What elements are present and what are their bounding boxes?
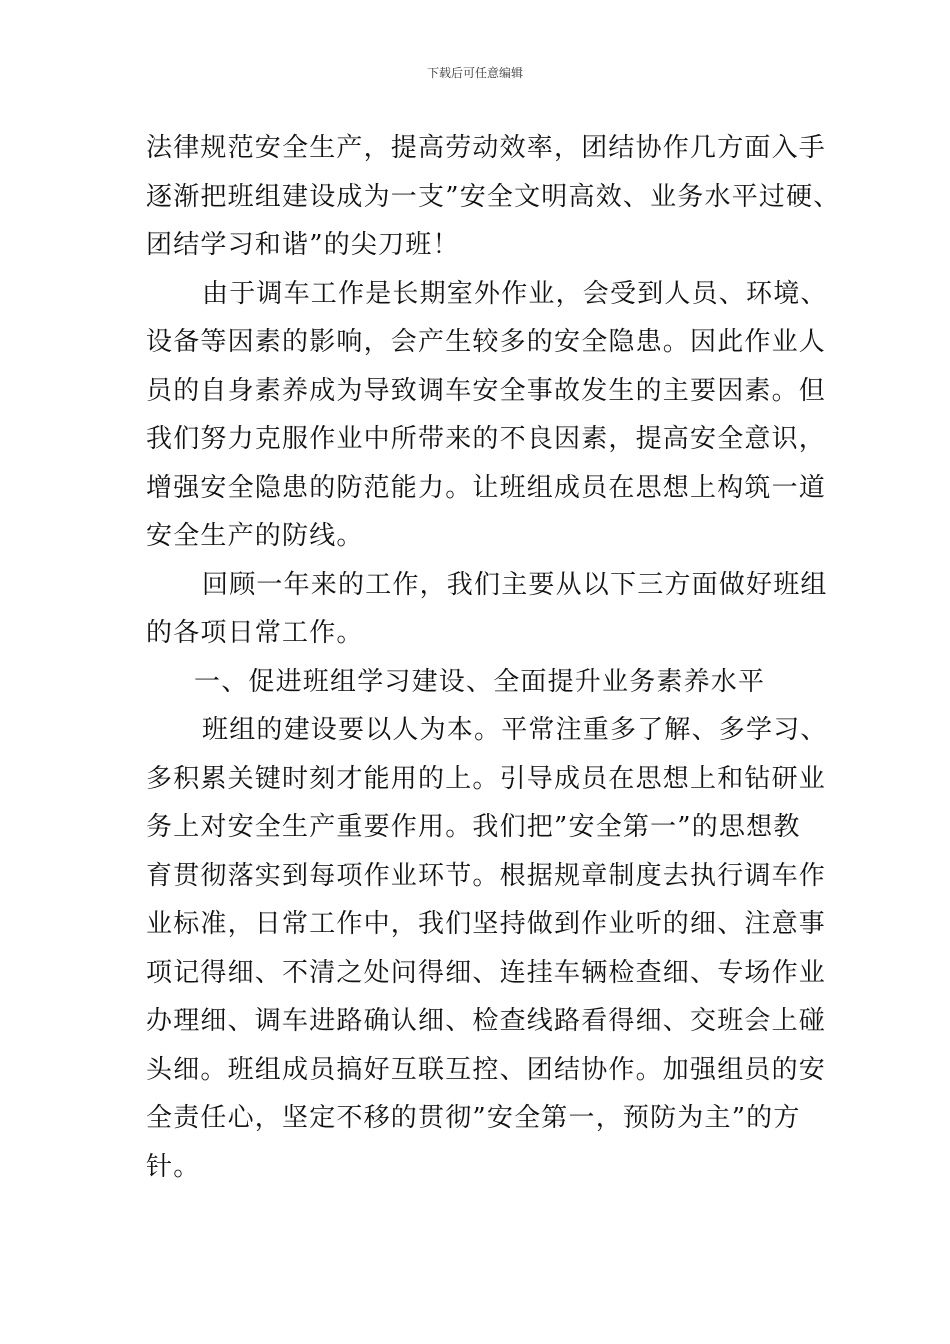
text-line: 办理细、调车进路确认细、检查线路看得细、交班会上碰 bbox=[146, 1006, 827, 1036]
document-body bbox=[146, 124, 841, 1191]
text-line: 全责任心，坚定不移的贯彻”安全第一，预防为主”的方 bbox=[146, 1103, 801, 1133]
text-line: 多积累关键时刻才能用的上。引导成员在思想上和钻研业 bbox=[146, 763, 827, 794]
page-header-note: 下载后可任意编辑 bbox=[426, 66, 523, 80]
text-line: 的各项日常工作。 bbox=[146, 618, 364, 648]
text-line: 育贯彻落实到每项作业环节。根据规章制度去执行调车作 bbox=[146, 860, 827, 891]
text-line: 设备等因素的影响，会产生较多的安全隐患。因此作业人 bbox=[146, 327, 827, 357]
text-line: 逐渐把班组建设成为一支”安全文明高效、业务水平过硬、 bbox=[146, 181, 841, 212]
paragraph-start-line: 由于调车工作是长期室外作业，会受到人员、环境、 bbox=[202, 278, 828, 309]
text-line: 安全生产的防线。 bbox=[146, 521, 364, 551]
paragraph-start-line: 回顾一年来的工作，我们主要从以下三方面做好班组 bbox=[202, 569, 828, 600]
section-heading: 一、促进班组学习建设、全面提升业务素养水平 bbox=[194, 666, 766, 697]
text-line: 法律规范安全生产，提高劳动效率，团结协作几方面入手 bbox=[146, 133, 827, 163]
text-line: 团结学习和谐”的尖刀班！ bbox=[146, 230, 460, 260]
text-line: 针。 bbox=[146, 1151, 201, 1182]
text-line: 务上对安全生产重要作用。我们把”安全第一”的思想教 bbox=[146, 812, 801, 842]
text-line: 头细。班组成员搞好互联互控、团结协作。加强组员的安 bbox=[146, 1054, 827, 1085]
text-line: 员的自身素养成为导致调车安全事故发生的主要因素。但 bbox=[146, 375, 827, 406]
text-line: 增强安全隐患的防范能力。让班组成员在思想上构筑一道 bbox=[146, 472, 827, 503]
text-line: 项记得细、不清之处问得细、连挂车辆检查细、专场作业 bbox=[146, 957, 827, 988]
paragraph-start-line: 班组的建设要以人为本。平常注重多了解、多学习、 bbox=[202, 715, 828, 745]
text-line: 我们努力克服作业中所带来的不良因素，提高安全意识， bbox=[146, 424, 827, 454]
text-line: 业标准，日常工作中，我们坚持做到作业听的细、注意事 bbox=[146, 909, 827, 939]
